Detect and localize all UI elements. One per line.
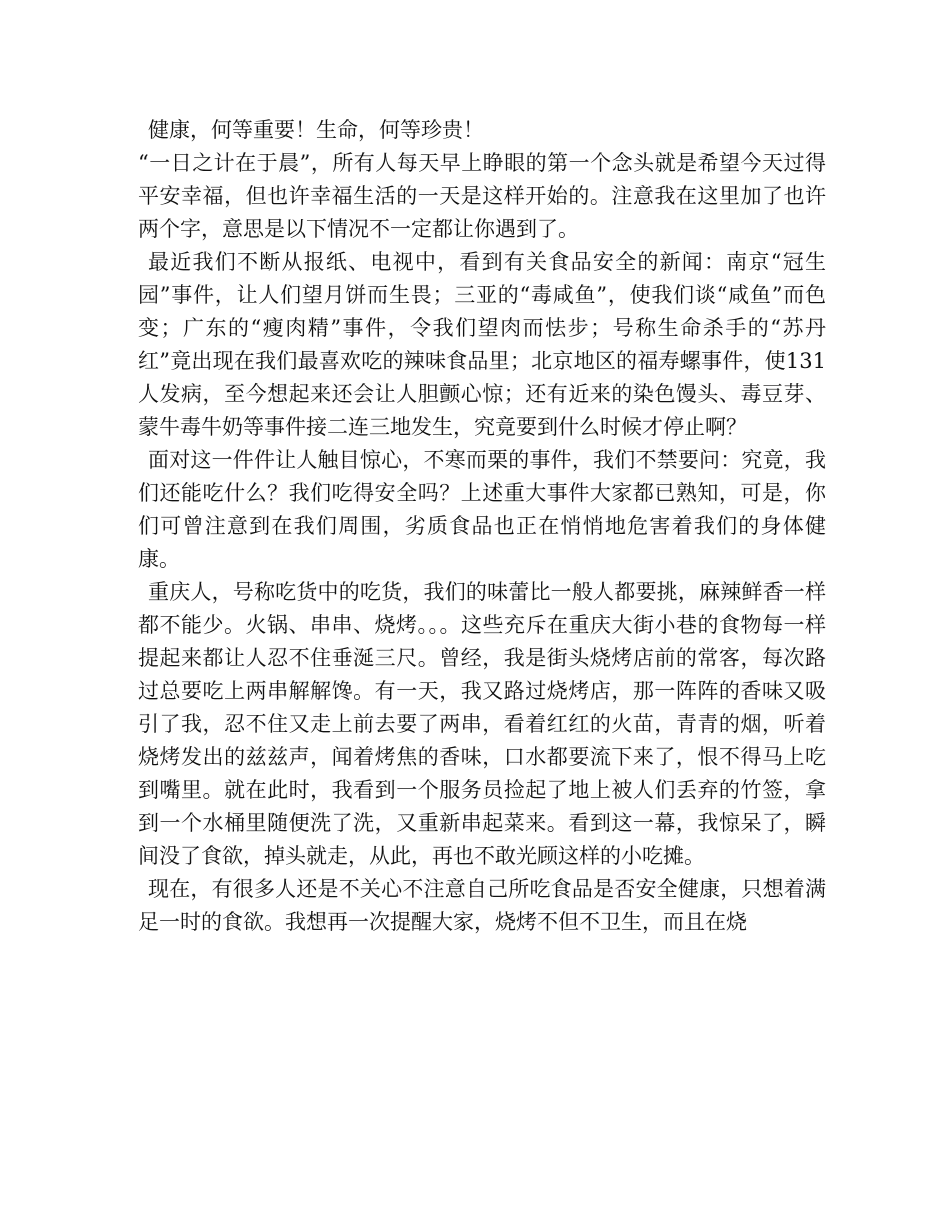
paragraph-4: 面对这一件件让人触目惊心，不寒而栗的事件，我们不禁要问：究竟，我们还能吃什么？我们吃得安全吗？上述重大事件大家都已熟知，可是，你们可曾注意到在我们周围，劣质食品也正在悄悄地危害着我们的身体健康。 xyxy=(138,448,826,571)
paragraph-1: 健康，何等重要！生命，何等珍贵！ xyxy=(148,118,484,142)
paragraph-3: 最近我们不断从报纸、电视中，看到有关食品安全的新闻：南京“冠生园”事件，让人们望月饼而生畏；三亚的“毒咸鱼”，使我们谈“咸鱼”而色变；广东的“瘦肉精”事件，令我们望肉而怯步；号称生命杀手的“苏丹红”竟出现在我们最喜欢吃的辣味食品里；北京地区的福寿螺事件，使131人发病，至今想起来还会让人胆颤心惊；还有近来的染色馒头、毒豆芽、蒙牛毒牛奶等事件接二连三地发生，究竟要到什么时候才停止啊？ xyxy=(138,250,826,439)
document-body xyxy=(138,114,826,939)
paragraph-2: “一日之计在于晨”，所有人每天早上睁眼的第一个念头就是希望今天过得平安幸福，但也许幸福生活的一天是这样开始的。注意我在这里加了也许两个字，意思是以下情况不一定都让你遇到了。 xyxy=(138,151,826,241)
paragraph-6: 现在，有很多人还是不关心不注意自己所吃食品是否安全健康，只想着满足一时的食欲。我想再一次提醒大家，烧烤不但不卫生，而且在烧 xyxy=(138,877,826,934)
paragraph-5: 重庆人，号称吃货中的吃货，我们的味蕾比一般人都要挑，麻辣鲜香一样都不能少。火锅、串串、烧烤。。。这些充斥在重庆大街小巷的食物每一样提起来都让人忍不住垂涎三尺。曾经，我是街头烧烤店前的常客，每次路过总要吃上两串解解馋。有一天，我又路过烧烤店，那一阵阵的香味又吸引了我，忍不住又走上前去要了两串，看着红红的火苗，青青的烟，听着烧烤发出的兹兹声，闻着烤焦的香味，口水都要流下来了，恨不得马上吃到嘴里。就在此时，我看到一个服务员捡起了地上被人们丢弃的竹签，拿到一个水桶里随便洗了洗，又重新串起菜来。看到这一幕，我惊呆了，瞬间没了食欲，掉头就走，从此，再也不敢光顾这样的小吃摊。 xyxy=(138,580,826,868)
